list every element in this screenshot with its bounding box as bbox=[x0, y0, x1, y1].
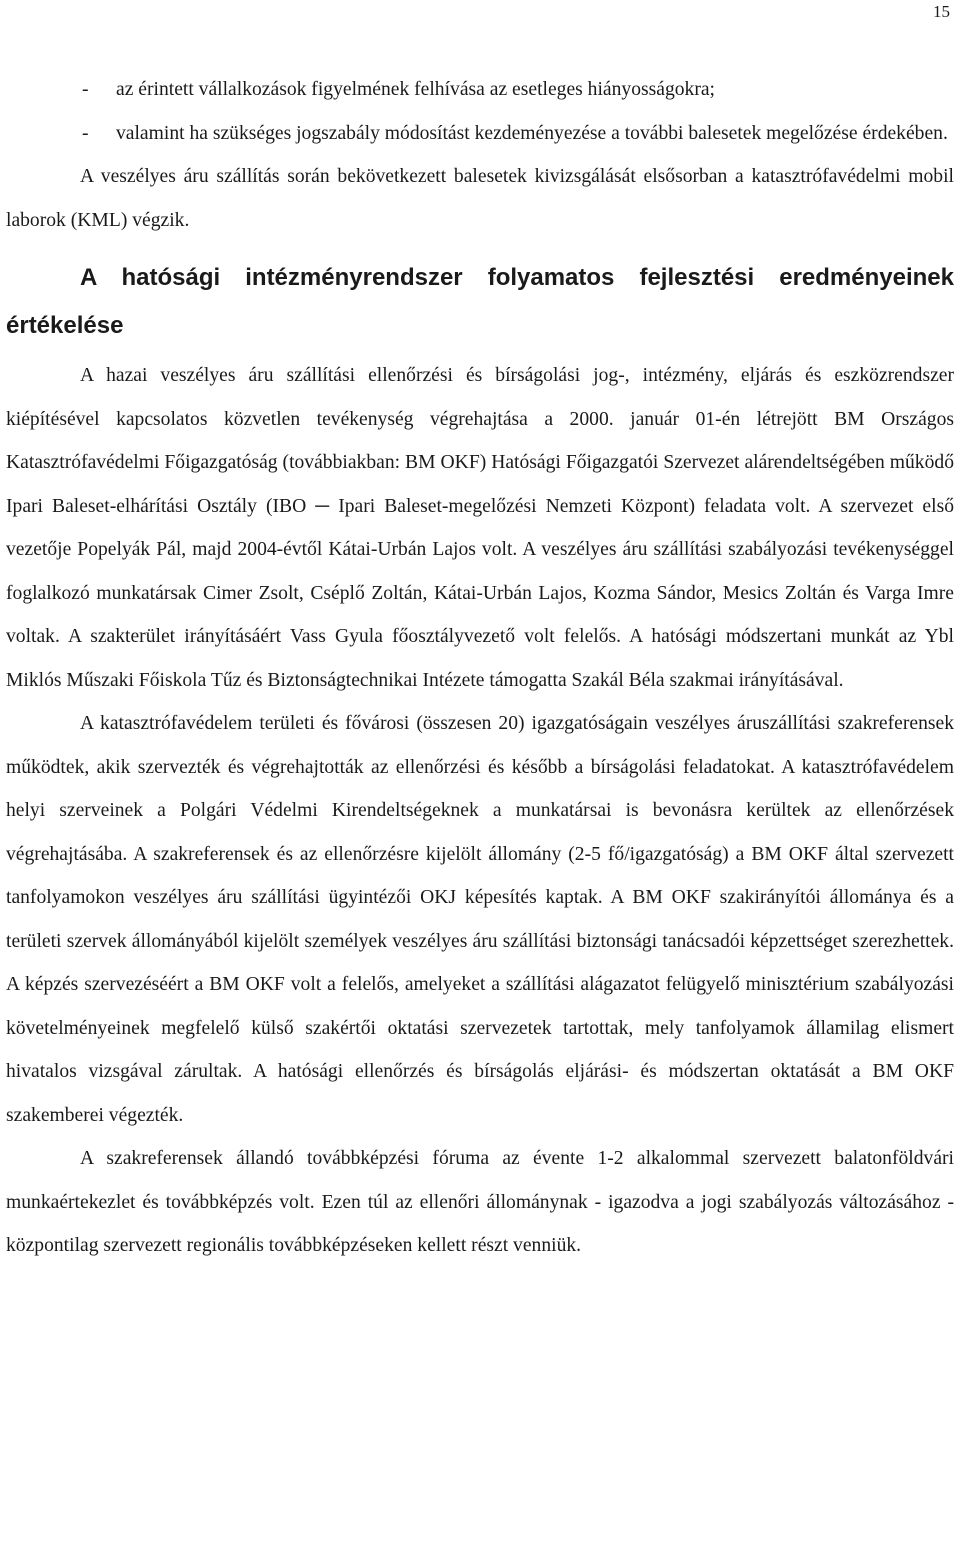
body-paragraph: A hazai veszélyes áru szállítási ellenőrzési és bírságolási jog-, intézmény, eljárás és eszközrendszer kiépítésével kapcsolatos közvetlen tevékenység végrehajtása a 2000. január 01-én létrejött BM Országos Katasztrófavédelmi Főigazgatóság (továbbiakban: BM OKF) Hatósági Főigazgatói Szervezet alárendeltségében működő Ipari Baleset-elhárítási Osztály (IBO ─ Ipari Baleset-megelőzési Nemzeti Központ) feladata volt. A szervezet első vezetője Popelyák Pál, majd 2004-évtől Kátai-Urbán Lajos volt. A veszélyes áru szállítási szabályozási tevékenységgel foglalkozó munkatársak Cimer Zsolt, Cséplő Zoltán, Kátai-Urbán Lajos, Kozma Sándor, Mesics Zoltán és Varga Imre voltak. A szakterület irányításáért Vass Gyula főosztályvezető volt felelős. A hatósági módszertani munkát az Ybl Miklós Műszaki Főiskola Tűz és Biztonságtechnikai Intézete támogatta Szakál Béla szakmai irányításával. bbox=[6, 365, 954, 691]
body-paragraph: A katasztrófavédelem területi és fővárosi (összesen 20) igazgatóságain veszélyes áruszállítási szakreferensek működtek, akik szervezték és végrehajtották az ellenőrzési és később a bírságolási feladatokat. A katasztrófavédelem helyi szerveinek a Polgári Védelmi Kirendeltségeknek a munkatársai is bevonásra kerültek az ellenőrzések végrehajtásába. A szakreferensek és az ellenőrzésre kijelölt állomány (2-5 fő/igazgatóság) a BM OKF által szervezett tanfolyamokon veszélyes áru szállítási ügyintézői OKJ képesítés kaptak. A BM OKF szakirányítói állománya és a területi szervek állományából kijelölt személyek veszélyes áru szállítási biztonsági tanácsadói képzettséget szerezhettek. A képzés szervezéséért a BM OKF volt a felelős, amelyeket a szállítási alágazatot felügyelő minisztérium szabályozási követelményeinek megfelelő külső szakértői oktatási szervezetek tartottak, mely tanfolyamok államilag elismert hivatalos vizsgával zárultak. A hatósági ellenőrzés és bírságolás eljárási- és módszertan oktatását a BM OKF szakemberei végezték. bbox=[6, 713, 954, 1126]
document-body bbox=[6, 68, 954, 1268]
bullet-dash: - bbox=[82, 122, 89, 144]
bullet-item bbox=[6, 68, 954, 112]
bullet-text: valamint ha szükséges jogszabály módosítást kezdeményezése a további balesetek megelőzése érdekében. bbox=[116, 122, 948, 144]
bullet-dash: - bbox=[82, 79, 89, 100]
intro-paragraph: A veszélyes áru szállítás során bekövetkezett balesetek kivizsgálását elsősorban a katasztrófavédelmi mobil laborok (KML) végzik. bbox=[6, 166, 954, 231]
bullet-item bbox=[6, 112, 954, 156]
bullet-text: az érintett vállalkozások figyelmének felhívása az esetleges hiányosságokra; bbox=[116, 79, 715, 100]
section-heading: A hatósági intézményrendszer folyamatos fejlesztési eredményeinek értékelése bbox=[6, 264, 954, 339]
page-number: 15 bbox=[933, 2, 950, 21]
body-paragraph: A szakreferensek állandó továbbképzési fóruma az évente 1-2 alkalommal szervezett balatonföldvári munkaértekezlet és továbbképzés volt. Ezen túl az ellenőri állománynak - igazodva a jogi szabályozás változásához - központilag szervezett regionális továbbképzéseken kellett részt venniük. bbox=[6, 1148, 954, 1256]
